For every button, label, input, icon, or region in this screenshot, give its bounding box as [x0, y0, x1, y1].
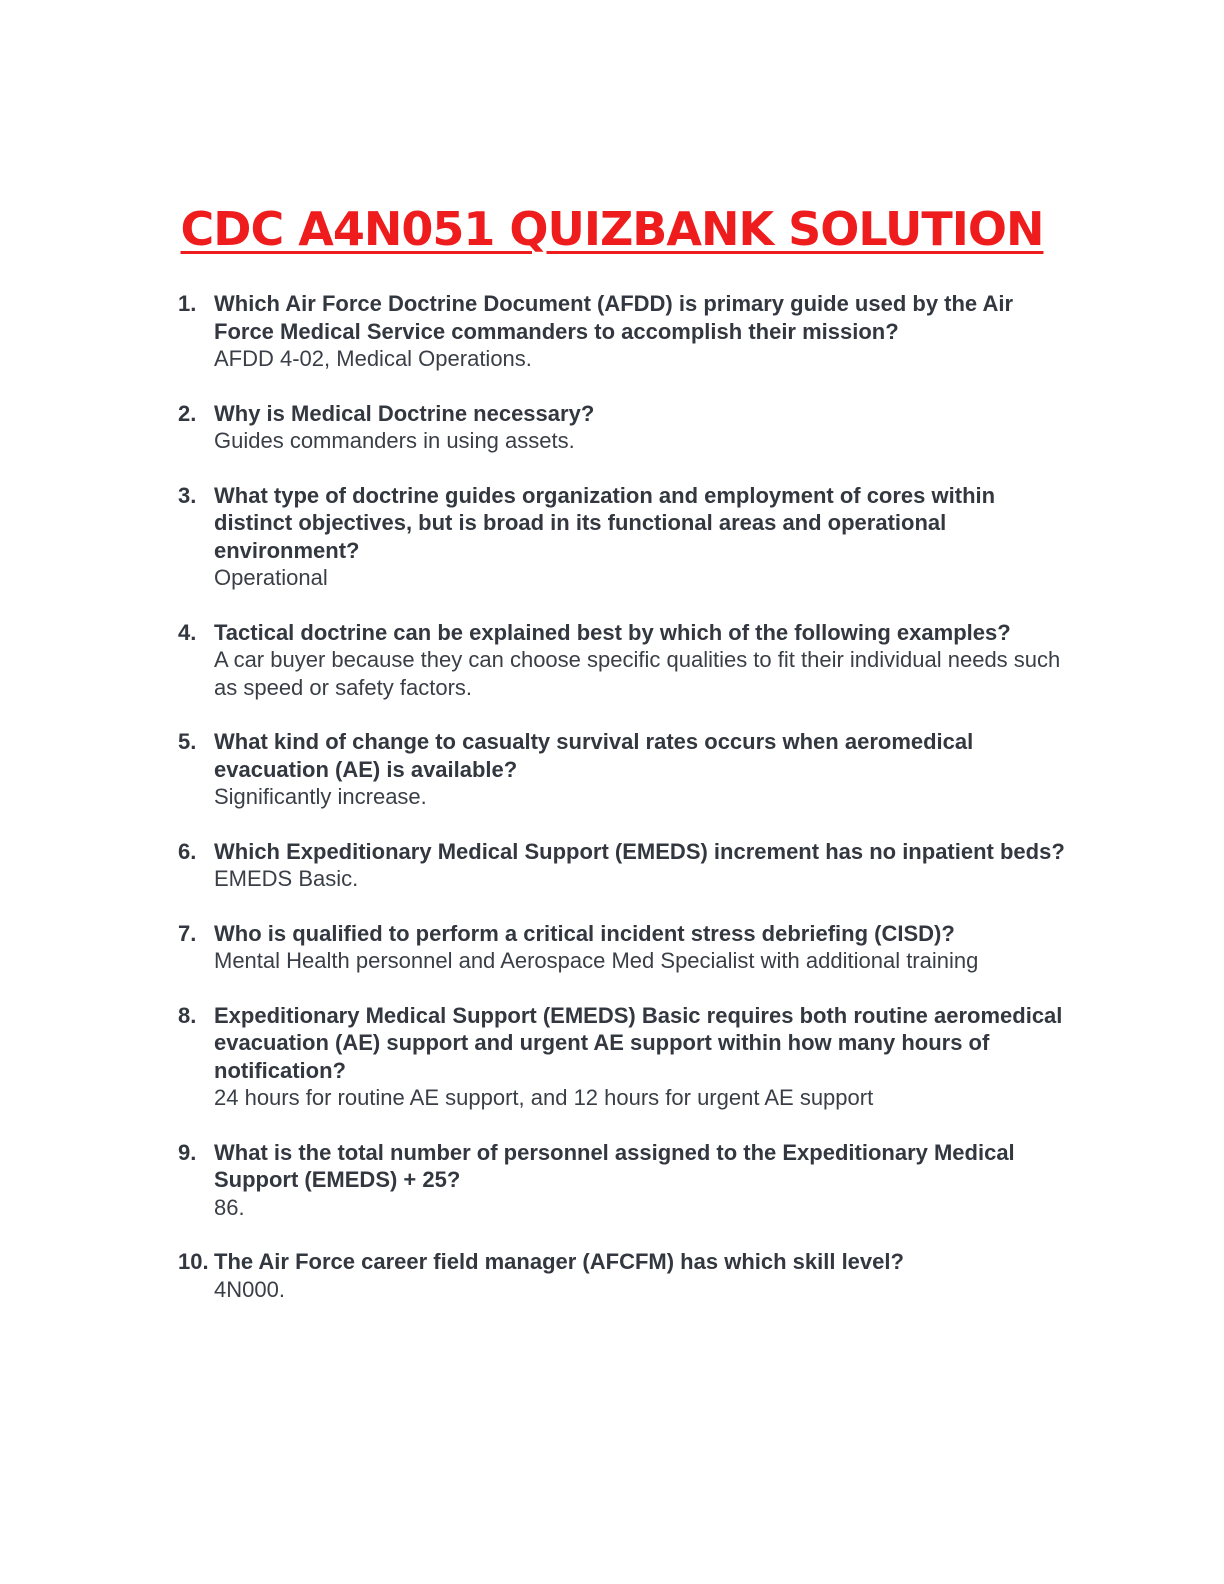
question-text: Which Air Force Doctrine Document (AFDD) is primary guide used by the Air Force Medical Service commanders to accomplish their mission?: [214, 291, 1014, 344]
answer-text: Operational: [214, 565, 328, 590]
question-text: Expeditionary Medical Support (EMEDS) Basic requires both routine aeromedical evacuation (AE) support and urgent AE support within how many hours of notification?: [214, 1002, 1063, 1083]
question-number: 4.: [178, 619, 197, 645]
page-title: CDC A4N051 QUIZBANK SOLUTION: [180, 202, 1044, 256]
question-item-4: [178, 619, 1068, 702]
question-item-2: [178, 400, 1068, 455]
question-text: What is the total number of personnel assigned to the Expeditionary Medical Support (EMEDS) + 25?: [214, 1139, 1015, 1192]
question-item-9: [178, 1139, 1068, 1222]
question-item-10: [178, 1248, 1068, 1303]
question-text: Why is Medical Doctrine necessary?: [214, 400, 595, 426]
question-text: What type of doctrine guides organization and employment of cores within distinct objectives, but is broad in its functional areas and operational environment?: [214, 482, 996, 563]
question-number: 7.: [178, 920, 197, 946]
question-number: 1.: [178, 291, 197, 316]
question-number: 10.: [178, 1249, 209, 1274]
question-number: 8.: [178, 1002, 197, 1028]
question-number: 9.: [178, 1139, 197, 1165]
question-item-3: [178, 482, 1068, 592]
answer-text: Significantly increase.: [214, 784, 427, 809]
question-item-5: [178, 728, 1068, 811]
question-text: The Air Force career field manager (AFCFM) has which skill level?: [214, 1249, 904, 1274]
question-number: 6.: [178, 838, 197, 864]
question-list: [178, 290, 1068, 1330]
answer-text: EMEDS Basic.: [214, 866, 359, 891]
answer-text: Mental Health personnel and Aerospace Med Specialist with additional training: [214, 948, 979, 973]
answer-text: AFDD 4-02, Medical Operations.: [214, 346, 532, 371]
question-number: 5.: [178, 729, 197, 754]
question-number: 3.: [178, 482, 197, 508]
question-item-1: [178, 290, 1068, 373]
answer-text: A car buyer because they can choose specific qualities to fit their individual needs such as speed or safety factors.: [214, 647, 1061, 700]
question-number: 2.: [178, 400, 197, 426]
question-item-7: [178, 920, 1068, 975]
question-item-6: [178, 838, 1068, 893]
answer-text: Guides commanders in using assets.: [214, 428, 575, 453]
answer-text: 24 hours for routine AE support, and 12 hours for urgent AE support: [214, 1085, 874, 1110]
answer-text: 4N000.: [214, 1276, 285, 1302]
question-text: Which Expeditionary Medical Support (EMEDS) increment has no inpatient beds?: [214, 838, 1065, 864]
answer-text: 86.: [214, 1194, 245, 1220]
question-text: Tactical doctrine can be explained best by which of the following examples?: [214, 619, 1011, 645]
question-text: Who is qualified to perform a critical incident stress debriefing (CISD)?: [214, 920, 955, 946]
question-text: What kind of change to casualty survival rates occurs when aeromedical evacuation (AE) is available?: [214, 729, 974, 782]
question-item-8: [178, 1002, 1068, 1112]
